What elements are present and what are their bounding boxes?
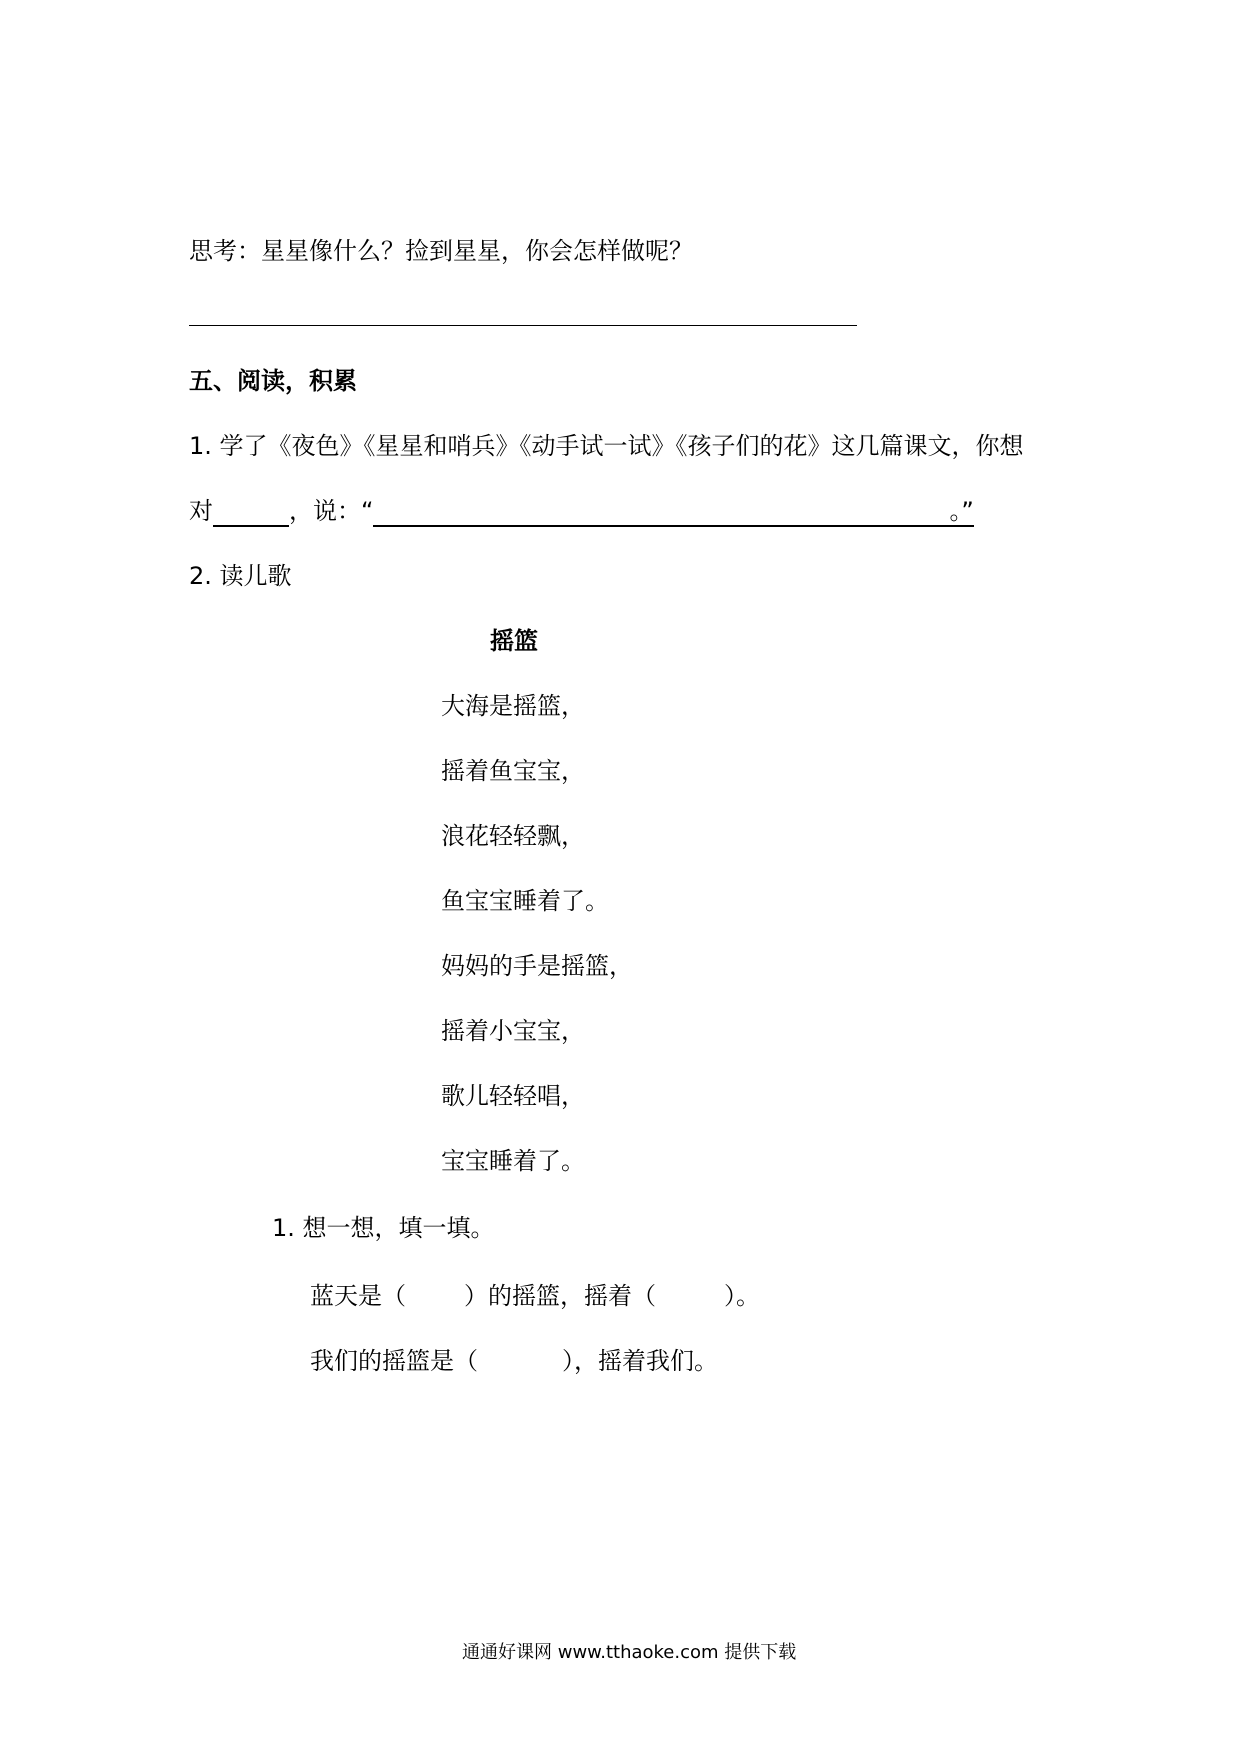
poem-line: 歌儿轻轻唱，: [441, 1082, 585, 1110]
poem-line: 摇着鱼宝宝，: [441, 757, 585, 785]
question-1-prefix: 对: [189, 497, 213, 525]
message-blank[interactable]: [373, 499, 949, 527]
poem-line: 摇着小宝宝，: [441, 1017, 585, 1045]
poem-line: 鱼宝宝睡着了。: [441, 887, 609, 915]
fill-in-2-blank[interactable]: [478, 1346, 562, 1376]
question-1-line-1: 1. 学了《夜色》《星星和哨兵》《动手试一试》《孩子们的花》这几篇课文，你想: [189, 432, 1024, 460]
think-question: 思考：星星像什么？捡到星星，你会怎样做呢？: [189, 237, 693, 265]
poem-title: 摇篮: [490, 627, 538, 655]
poem-line: 浪花轻轻飘，: [441, 822, 585, 850]
fill-in-1-part-c: ）。: [724, 1282, 760, 1310]
section-title: 五、阅读，积累: [189, 367, 357, 395]
fill-in-1-blank-b[interactable]: [656, 1281, 724, 1311]
question-2-label: 2. 读儿歌: [189, 562, 292, 590]
poem-line: 宝宝睡着了。: [441, 1147, 585, 1175]
answer-line[interactable]: [189, 325, 857, 326]
sub-question-1-label: 1. 想一想，填一填。: [272, 1214, 495, 1242]
fill-in-1-part-b: ）的摇篮，摇着（: [464, 1282, 656, 1310]
footer-text: 通通好课网 www.tthaoke.com 提供下载: [462, 1642, 797, 1663]
fill-in-1-blank-a[interactable]: [406, 1281, 464, 1311]
question-1-suffix: 。”: [949, 497, 974, 525]
poem-line: 大海是摇篮，: [441, 692, 585, 720]
fill-in-1: [310, 1281, 760, 1311]
question-1-middle: ，说：“: [289, 497, 374, 525]
fill-in-2-part-b: ），摇着我们。: [562, 1347, 718, 1375]
recipient-blank[interactable]: [213, 499, 289, 527]
fill-in-1-part-a: 蓝天是（: [310, 1282, 406, 1310]
poem-line: 妈妈的手是摇篮，: [441, 952, 633, 980]
fill-in-2: [310, 1346, 718, 1376]
fill-in-2-part-a: 我们的摇篮是（: [310, 1347, 478, 1375]
question-1-line-2: [189, 496, 974, 527]
